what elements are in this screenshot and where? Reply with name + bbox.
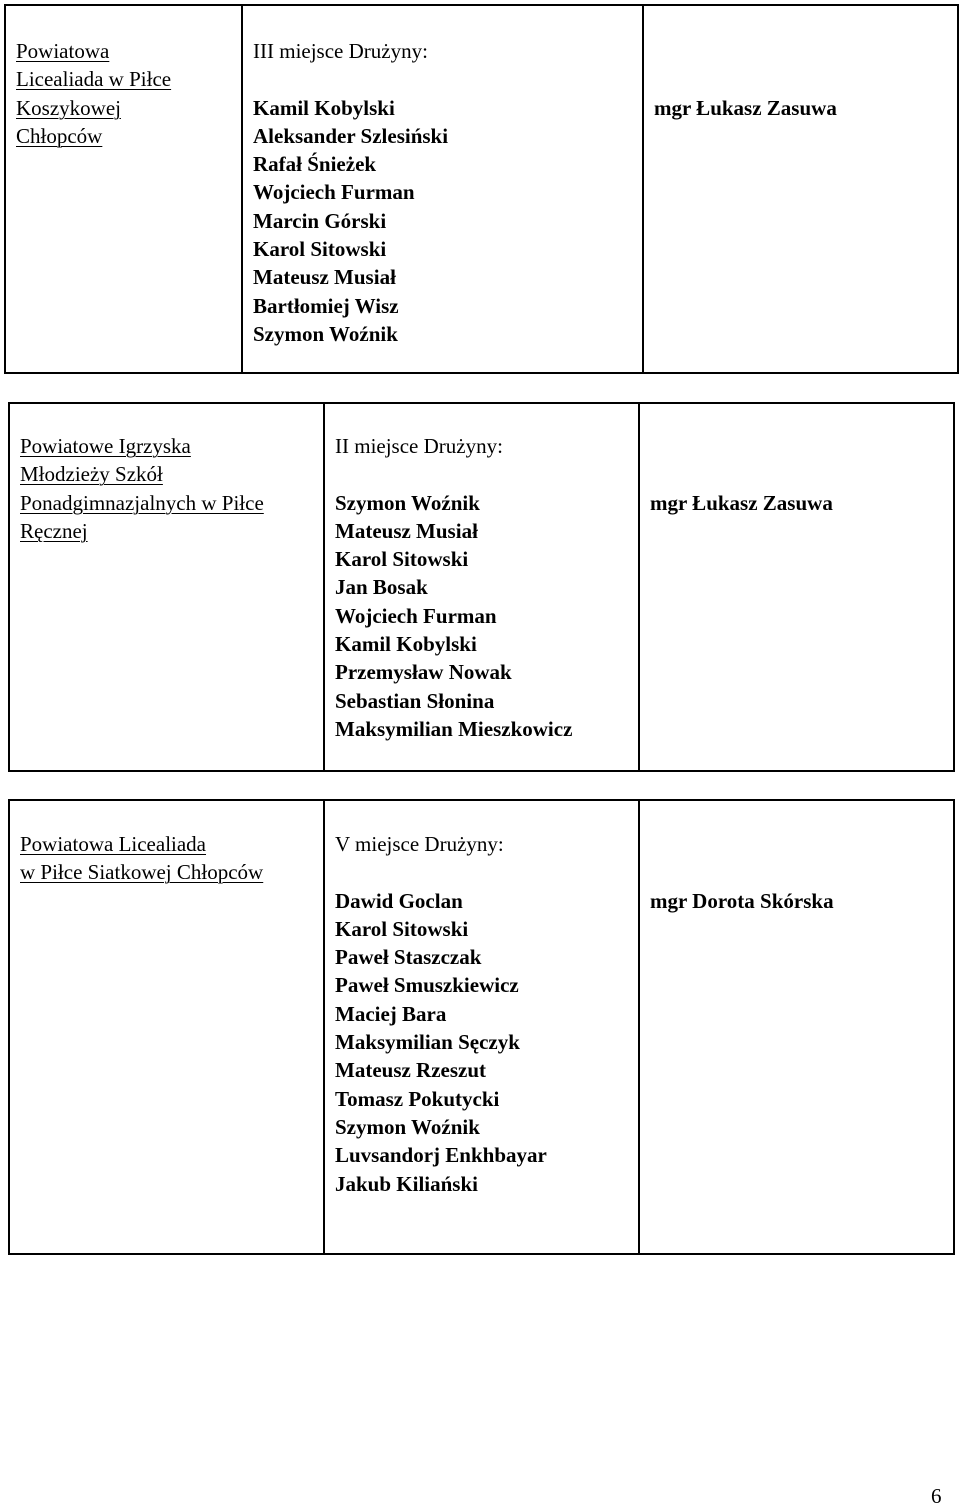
player-name: Aleksander Szlesiński [253,123,449,148]
player-name: Szymon Woźnik [335,1114,480,1139]
player-name: Paweł Smuszkiewicz [335,973,519,998]
competition-line: Koszykowej [16,95,121,120]
competition-cell [5,5,242,373]
competition-line: Chłopców [16,123,103,148]
results-table-2 [8,402,955,772]
player-name: Wojciech Furman [253,180,415,205]
player-name: Maciej Bara [335,1001,447,1026]
player-name: Wojciech Furman [335,603,497,628]
results-table-1 [4,4,959,374]
player-name: Karol Sitowski [335,547,469,572]
teacher-name: mgr Dorota Skórska [650,889,834,913]
place-label: III miejsce Drużyny: [253,39,428,63]
player-name: Mateusz Musiał [253,265,396,290]
competition-line: Licealiada w Piłce [16,67,172,92]
competition-cell [9,403,324,771]
player-name: Jakub Kiliański [335,1171,478,1196]
player-name: Dawid Goclan [335,888,463,913]
player-list [253,94,636,349]
place-label: V miejsce Drużyny: [335,832,504,856]
player-name: Tomasz Pokutycki [335,1086,500,1111]
player-name: Maksymilian Sęczyk [335,1030,520,1055]
competition-line: w Piłce Siatkowej Chłopców [20,860,264,885]
player-name: Szymon Woźnik [335,490,480,515]
team-cell [324,800,639,1254]
player-name: Mateusz Musiał [335,518,478,543]
player-name: Bartłomiej Wisz [253,293,399,318]
player-name: Przemysław Nowak [335,660,512,685]
competition-cell [9,800,324,1254]
teacher-cell [639,800,954,1254]
teacher-name: mgr Łukasz Zasuwa [654,96,837,120]
player-name: Jan Bosak [335,575,428,600]
teacher-cell [639,403,954,771]
competition-line: Ręcznej [20,518,88,543]
player-list [335,887,632,1198]
team-cell [324,403,639,771]
player-list [335,489,632,744]
player-name: Karol Sitowski [335,916,469,941]
results-table-3 [8,799,955,1255]
page-number: 6 [931,1484,942,1508]
player-name: Kamil Kobylski [335,632,477,657]
team-cell [242,5,643,373]
teacher-name: mgr Łukasz Zasuwa [650,491,833,515]
competition-line: Powiatowa Licealiada [20,832,207,856]
player-name: Maksymilian Mieszkowicz [335,716,573,741]
competition-line: Ponadgimnazjalnych w Piłce [20,490,264,515]
player-name: Luvsandorj Enkhbayar [335,1143,547,1168]
player-name: Rafał Śnieżek [253,152,377,177]
competition-line: Młodzieży Szkół [20,462,163,487]
player-name: Szymon Woźnik [253,321,398,346]
competition-line: Powiatowe Igrzyska [20,434,191,458]
player-name: Marcin Górski [253,208,387,233]
player-name: Mateusz Rzeszut [335,1058,487,1083]
player-name: Paweł Staszczak [335,945,482,970]
place-label: II miejsce Drużyny: [335,434,503,458]
player-name: Kamil Kobylski [253,95,395,120]
teacher-cell [643,5,958,373]
player-name: Karol Sitowski [253,237,387,262]
competition-line: Powiatowa [16,39,110,63]
player-name: Sebastian Słonina [335,688,495,713]
